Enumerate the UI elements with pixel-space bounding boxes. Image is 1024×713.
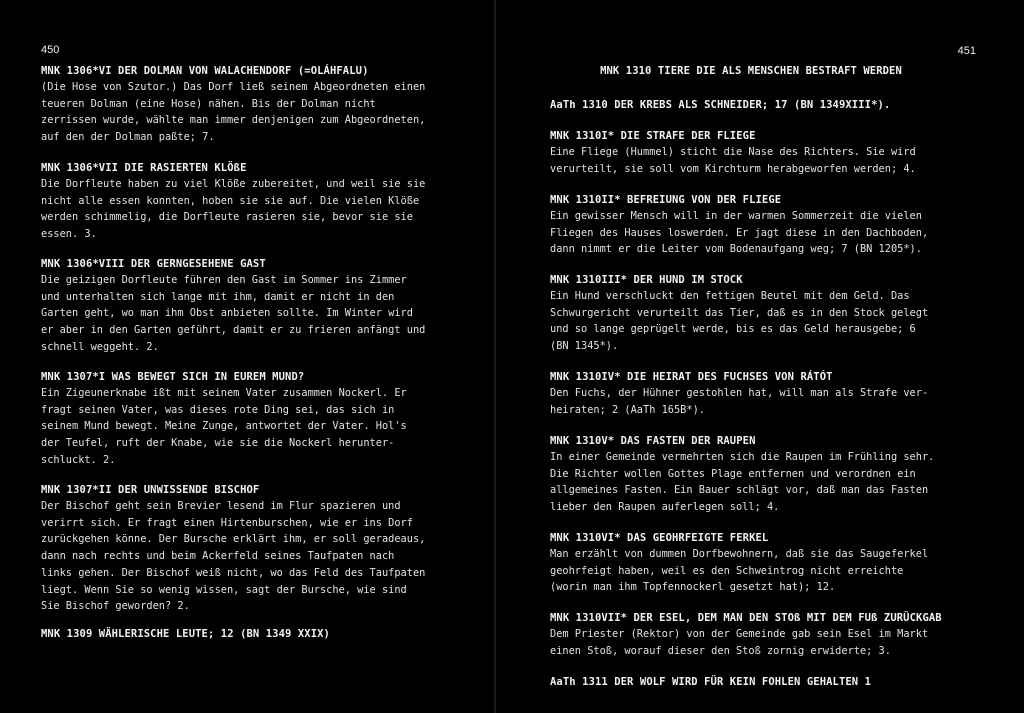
- entry-1310-title: [550, 63, 952, 79]
- entry-heading: MNK 1310VI* DAS GEOHRFEIGTE FERKEL: [550, 532, 769, 544]
- entry-1310-vii: [550, 610, 952, 659]
- body-line: links gehen. Der Bischof weiß nicht, wo das Feld des Taufpaten: [41, 566, 426, 579]
- body-line: Ein Hund verschluckt den fettigen Beutel mit dem Geld. Das: [550, 290, 910, 302]
- body-line: Die geizigen Dorfleute führen den Gast im Sommer ins Zimmer: [41, 274, 407, 286]
- entry-body: [550, 208, 952, 258]
- body-line: heiraten; 2 (AaTh 165B*).: [550, 403, 705, 416]
- body-line: essen. 3.: [41, 228, 97, 241]
- entry-heading: MNK 1310I* DIE STRAFE DER FLIEGE: [550, 130, 756, 142]
- entry-1310-iii: [550, 272, 952, 355]
- body-line: lieber den Raupen auferlegen soll; 4.: [550, 501, 780, 514]
- entry-1307-i: [41, 369, 445, 469]
- body-line: Man erzählt von dummen Dorfbewohnern, daß sie das Saugeferkel: [550, 548, 929, 560]
- entry-heading: MNK 1310VII* DER ESEL, DEM MAN DEN STOß MIT DEM FUß ZURÜCKGAB: [550, 612, 942, 624]
- body-line: auf den der Dolman paßte; 7.: [41, 131, 215, 144]
- body-line: Garten geht, wo man ihm Obst anbieten sollte. Im Winter wird: [41, 307, 413, 320]
- entry-aath-1311: [550, 674, 952, 690]
- entry-1309: [41, 626, 445, 642]
- body-line: und so lange geprügelt werde, bis es das Geld herausgebe; 6: [550, 323, 916, 336]
- body-line: Sie Bischof geworden? 2.: [41, 600, 190, 613]
- body-line: Ein gewisser Mensch will in der warmen Sommerzeit die vielen: [550, 210, 922, 222]
- body-line: schluckt. 2.: [41, 453, 116, 466]
- body-line: seinem Mund bewegt. Meine Zunge, antwortet der Vater. Hol's: [41, 420, 407, 433]
- body-line: teueren Dolman (eine Hose) nähen. Bis der Dolman nicht: [41, 97, 376, 110]
- body-line: Dem Priester (Rektor) von der Gemeinde gab sein Esel im Markt: [550, 628, 929, 640]
- body-line: der Teufel, ruft der Knabe, wie sie die Nockerl herunter-: [41, 437, 395, 450]
- entry-body: [550, 288, 952, 355]
- entry-heading: MNK 1310II* BEFREIUNG VON DER FLIEGE: [550, 194, 782, 206]
- body-line: (worin man ihm Topfennockerl gesetzt hat); 12.: [550, 581, 836, 594]
- entry-heading: AaTh 1311 DER WOLF WIRD FÜR KEIN FOHLEN GEHALTEN 1: [550, 676, 872, 688]
- entry-heading: MNK 1306*VI DER DOLMAN VON WALACHENDORF (=OLÁHFALU): [41, 65, 369, 77]
- body-line: In einer Gemeinde vermehrten sich die Raupen im Frühling sehr.: [550, 451, 935, 463]
- entry-1310-i: [550, 128, 952, 177]
- entry-1306-viii: [41, 256, 445, 356]
- body-line: liegt. Wenn Sie so wenig wissen, sagt der Bursche, wie sind: [41, 583, 407, 596]
- body-line: dann nach rechts und beim Ackerfeld seines Taufpaten nach: [41, 550, 395, 563]
- entry-body: [550, 546, 952, 596]
- entry-1310-iv: [550, 369, 952, 418]
- entry-body: [41, 272, 445, 356]
- body-line: verirrt sich. Er fragt einen Hirtenburschen, wie er ins Dorf: [41, 516, 413, 529]
- entry-body: [550, 144, 952, 177]
- body-line: (Die Hose von Szutor.) Das Dorf ließ seinem Abgeordneten einen: [41, 81, 426, 93]
- body-line: allgemeines Fasten. Ein Bauer schlägt vor, daß man das Fasten: [550, 484, 929, 497]
- body-line: Eine Fliege (Hummel) sticht die Nase des Richters. Sie wird: [550, 146, 916, 158]
- body-line: Ein Zigeunerknabe ißt mit seinem Vater zusammen Nockerl. Er: [41, 387, 407, 399]
- entry-heading: MNK 1310III* DER HUND IM STOCK: [550, 274, 743, 286]
- entry-body: [41, 176, 445, 243]
- body-line: Die Richter wollen Gottes Plage entfernen und verordnen ein: [550, 467, 916, 480]
- entry-body: [550, 385, 952, 418]
- entry-heading: MNK 1306*VIII DER GERNGESEHENE GAST: [41, 258, 266, 270]
- entry-1307-ii: [41, 482, 445, 615]
- body-line: er aber in den Garten geführt, damit er zu frieren anfängt und: [41, 324, 426, 337]
- body-line: nicht alle essen konnten, hoben sie sie auf. Die vielen Klöße: [41, 194, 420, 207]
- entry-heading: MNK 1307*II DER UNWISSENDE BISCHOF: [41, 484, 260, 496]
- entry-body: [41, 385, 445, 469]
- body-line: (BN 1345*).: [550, 340, 619, 353]
- entry-heading: MNK 1310V* DAS FASTEN DER RAUPEN: [550, 435, 756, 447]
- entry-body: [41, 79, 445, 146]
- body-line: zurückgehen könne. Der Bursche erklärt ihm, er soll geradeaus,: [41, 533, 426, 546]
- entry-heading: MNK 1309 WÄHLERISCHE LEUTE; 12 (BN 1349 XXIX): [41, 628, 330, 640]
- page-number-right: 451: [957, 45, 976, 57]
- body-line: Der Bischof geht sein Brevier lesend im Flur spazieren und: [41, 500, 401, 512]
- body-line: werden schimmelig, die Dorfleute rasieren sie, bevor sie sie: [41, 211, 413, 224]
- body-line: fragt seinen Vater, was dieses rote Ding sei, das sich in: [41, 403, 395, 416]
- body-line: Den Fuchs, der Hühner gestohlen hat, will man als Strafe ver-: [550, 387, 929, 399]
- entry-heading: MNK 1307*I WAS BEWEGT SICH IN EUREM MUND?: [41, 371, 305, 383]
- section-heading: MNK 1310 TIERE DIE ALS MENSCHEN BESTRAFT WERDEN: [600, 65, 902, 77]
- entry-heading: MNK 1310IV* DIE HEIRAT DES FUCHSES VON RÁTÓT: [550, 371, 833, 383]
- body-line: zerrissen wurde, wählte man immer denjenigen zum Abgeordneten,: [41, 114, 426, 127]
- entry-aath-1310: [550, 97, 952, 113]
- body-line: schnell weggeht. 2.: [41, 340, 159, 353]
- entry-1306-vii: [41, 160, 445, 243]
- body-line: und unterhalten sich lange mit ihm, damit er nicht in den: [41, 290, 395, 303]
- body-line: einen Stoß, worauf dieser den Stoß zornig erwiderte; 3.: [550, 644, 891, 657]
- entry-heading: AaTh 1310 DER KREBS ALS SCHNEIDER; 17 (BN 1349XIII*).: [550, 99, 891, 111]
- entry-body: [550, 626, 952, 659]
- body-line: Die Dorfleute haben zu viel Klöße zubereitet, und weil sie sie: [41, 178, 426, 190]
- body-line: verurteilt, sie soll vom Kirchturm herabgeworfen werden; 4.: [550, 162, 916, 175]
- page-number-left: 450: [41, 44, 60, 56]
- body-line: Schwurgericht verurteilt das Tier, daß es in den Stock gelegt: [550, 306, 929, 319]
- entry-1310-v: [550, 433, 952, 516]
- body-line: geohrfeigt haben, weil es den Schweintrog nicht erreichte: [550, 564, 904, 577]
- book-gutter: [494, 0, 496, 713]
- body-line: Fliegen des Hauses loswerden. Er jagt diese in den Dachboden,: [550, 226, 929, 239]
- entry-body: [41, 498, 445, 615]
- body-line: dann nimmt er die Leiter vom Bodenaufgang weg; 7 (BN 1205*).: [550, 243, 922, 256]
- entry-body: [550, 449, 952, 516]
- entry-1310-vi: [550, 530, 952, 596]
- entry-1310-ii: [550, 192, 952, 258]
- entry-heading: MNK 1306*VII DIE RASIERTEN KLÖßE: [41, 162, 247, 174]
- entry-1306-vi: [41, 63, 445, 146]
